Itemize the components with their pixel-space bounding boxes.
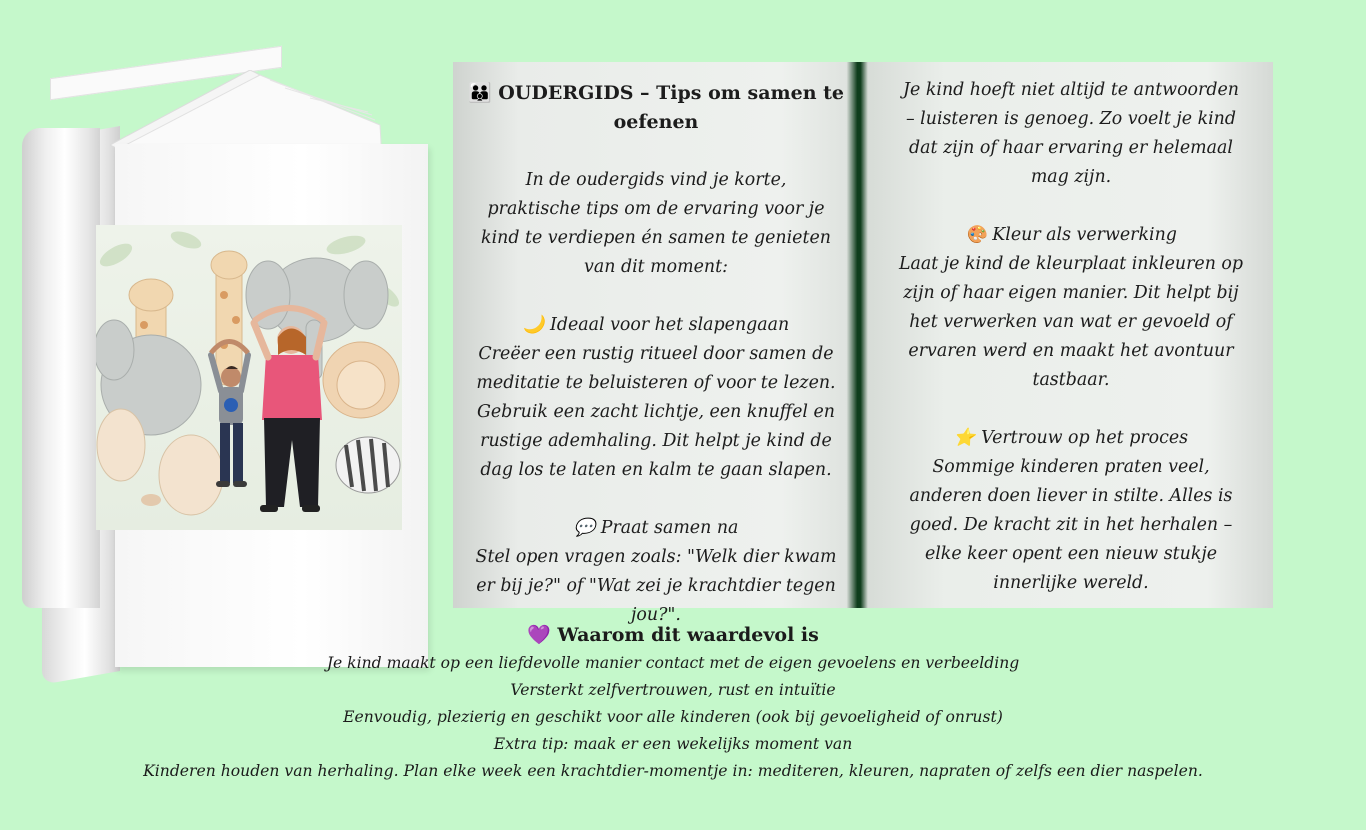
paragraph-listening: Je kind hoeft niet altijd te antwoorden – luisteren is genoeg. Zo voelt je kind dat zijn of haar ervaring er helemaal mag zijn. bbox=[903, 80, 1239, 187]
section-heading-talk: 💬 Praat samen na bbox=[573, 518, 739, 538]
section-body-bedtime: Creëer een rustig ritueel door samen de meditatie te beluisteren of voor te lezen. Gebruik een zacht lichtje, een knuffel en rustige ademhaling. Dit helpt je kind de dag los te laten en kalm te gaan slapen. bbox=[476, 344, 836, 480]
section-heading-trust: ⭐ Vertrouw op het proces bbox=[953, 428, 1189, 448]
value-line: Extra tip: maak er een wekelijks moment van bbox=[493, 735, 853, 753]
value-section bbox=[0, 620, 1346, 785]
value-heading-text: Waarom dit waardevol is bbox=[557, 624, 819, 646]
value-heading bbox=[0, 620, 1346, 650]
value-line: Versterkt zelfvertrouwen, rust en intuïtie bbox=[510, 681, 836, 699]
value-line: Eenvoudig, plezierig en geschikt voor alle kinderen (ook bij gevoeligheid of onrust) bbox=[343, 708, 1003, 726]
section-body-trust: Sommige kinderen praten veel, anderen doen liever in stilte. Alles is goed. De kracht zit in het herhalen – elke keer opent een nieuw stukje innerlijke wereld. bbox=[909, 457, 1233, 593]
section-body-coloring: Laat je kind de kleurplaat inkleuren op zijn of haar eigen manier. Dit helpt bij het verwerken van wat er gevoeld of ervaren werd en maakt het avontuur tastbaar. bbox=[898, 254, 1244, 390]
value-line: Kinderen houden van herhaling. Plan elke week een krachtdier-momentje in: mediteren, kleuren, napraten of zelfs een dier naspelen. bbox=[143, 762, 1203, 780]
left-page bbox=[465, 62, 847, 625]
guide-intro: In de oudergids vind je korte, praktische tips om de ervaring voor je kind te verdiepen én samen te genieten van dit moment: bbox=[481, 170, 831, 277]
guide-title: 👪 OUDERGIDS – Tips om samen te oefenen bbox=[467, 82, 845, 133]
section-body-talk: Stel open vragen zoals: "Welk dier kwam er bij je?" of "Wat zei je krachtdier tegen jou?". bbox=[475, 547, 837, 625]
section-heading-bedtime: 🌙 Ideaal voor het slapengaan bbox=[522, 315, 790, 335]
right-page bbox=[881, 62, 1261, 608]
cover-illustration bbox=[96, 225, 402, 530]
section-heading-coloring: 🎨 Kleur als verwerking bbox=[965, 225, 1177, 245]
purple-heart-icon: 💜 bbox=[527, 624, 551, 646]
book-spread bbox=[453, 62, 1273, 625]
value-line: Je kind maakt op een liefdevolle manier contact met de eigen gevoelens en verbeelding bbox=[326, 654, 1020, 672]
